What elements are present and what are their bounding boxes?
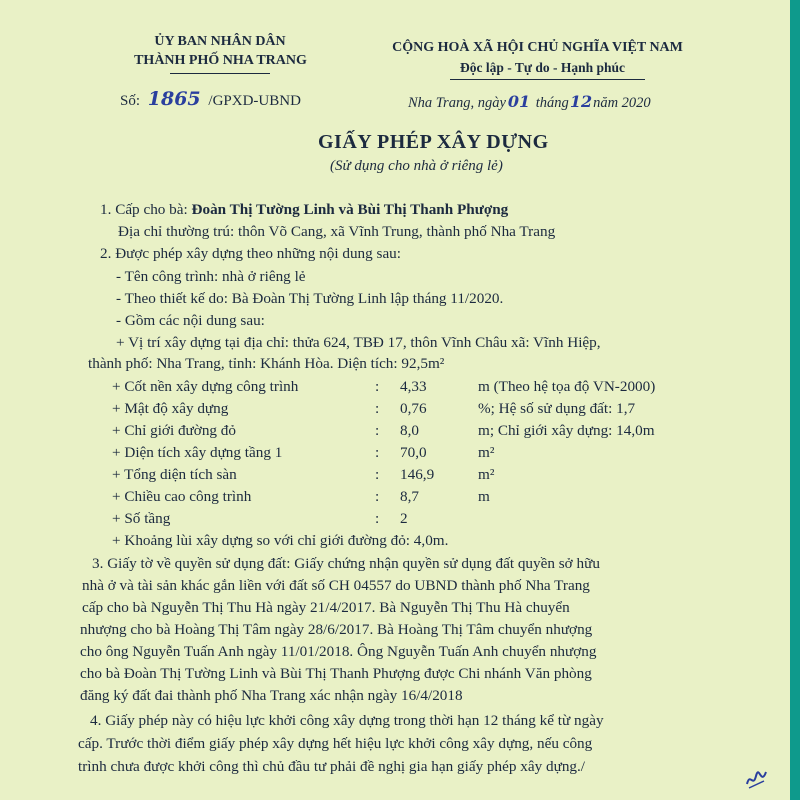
recipient-name: Đoàn Thị Tường Linh và Bùi Thị Thanh Phượng: [191, 201, 509, 218]
country-line-1: CỘNG HOÀ XÃ HỘI CHỦ NGHĨA VIỆT NAM: [392, 40, 683, 55]
handwritten-number: 1865: [147, 88, 201, 110]
spec-unit: m: [478, 488, 490, 505]
issuer-line-2: THÀNH PHỐ NHA TRANG: [134, 53, 307, 68]
setback-line: + Khoảng lùi xây dựng so với chỉ giới đường đỏ: 4,0m.: [112, 532, 449, 549]
spec-colon: :: [375, 510, 380, 527]
issuer-underline: [170, 73, 270, 74]
spec-unit: m²: [478, 466, 495, 483]
document-title: GIẤY PHÉP XÂY DỰNG: [318, 131, 549, 153]
spec-value: 146,9: [400, 466, 435, 483]
date-prefix: Nha Trang, ngày: [408, 95, 506, 111]
handwritten-month: 12: [569, 92, 593, 111]
section-4-line: cấp. Trước thời điểm giấy phép xây dựng hết hiệu lực khởi công xây dựng, nếu công: [78, 735, 593, 752]
date-month-label: tháng: [535, 95, 569, 111]
spec-colon: :: [375, 466, 380, 483]
date-line: [408, 92, 651, 112]
spec-colon: :: [375, 444, 380, 461]
section-2-line-5: thành phố: Nha Trang, tỉnh: Khánh Hòa. Diện tích: 92,5m²: [88, 355, 445, 372]
spec-unit: %; Hệ số sử dụng đất: 1,7: [478, 400, 636, 417]
issuer-line-1: ỦY BAN NHÂN DÂN: [154, 34, 286, 49]
recipient-address: Địa chỉ thường trú: thôn Võ Cang, xã Vĩnh Trung, thành phố Nha Trang: [118, 223, 556, 240]
section-3-line: cho bà Đoàn Thị Tường Linh và Bùi Thị Thanh Phượng được Chi nhánh Văn phòng: [80, 665, 592, 682]
document-subtitle: (Sử dụng cho nhà ở riêng lẻ): [330, 158, 503, 174]
spec-unit: m²: [478, 444, 495, 461]
motto-underline: [450, 79, 645, 80]
spec-colon: :: [375, 378, 380, 395]
motto-line: Độc lập - Tự do - Hạnh phúc: [459, 60, 626, 75]
section-3-line: cấp cho bà Nguyễn Thị Thu Hà ngày 21/4/2017. Bà Nguyễn Thị Thu Hà chuyển: [82, 599, 570, 616]
section-2-line-3: - Gồm các nội dung sau:: [116, 312, 265, 329]
spec-label: + Cốt nền xây dựng công trình: [112, 378, 299, 395]
spec-value: 8,0: [400, 422, 419, 439]
spec-label: + Diện tích xây dựng tầng 1: [112, 444, 283, 461]
section-3-line: cho ông Nguyễn Tuấn Anh ngày 11/01/2018. Ông Nguyễn Tuấn Anh chuyển nhượng: [80, 643, 597, 660]
spec-value: 8,7: [400, 488, 419, 505]
spec-label: + Chiều cao công trình: [112, 488, 252, 505]
section-2-line-4: + Vị trí xây dựng tại địa chỉ: thửa 624, TBĐ 17, thôn Vĩnh Châu xã: Vĩnh Hiệp,: [116, 334, 601, 351]
recipient-prefix: 1. Cấp cho bà:: [100, 201, 188, 218]
section-2-heading: 2. Được phép xây dựng theo những nội dung sau:: [100, 245, 401, 262]
section-3-line: nhượng cho bà Hoàng Thị Tâm ngày 28/6/2017. Bà Hoàng Thị Tâm chuyển nhượng: [80, 621, 593, 638]
section-1-recipient: [100, 201, 508, 219]
spec-value: 4,33: [400, 378, 427, 395]
handwritten-day: 01: [507, 92, 531, 111]
section-3-line: nhà ở và tài sản khác gắn liền với đất số CH 04557 do UBND thành phố Nha Trang: [82, 577, 590, 594]
section-2-line-1: - Tên công trình: nhà ở riêng lẻ: [116, 268, 306, 285]
spec-colon: :: [375, 488, 380, 505]
spec-unit: m; Chỉ giới xây dựng: 14,0m: [478, 422, 655, 439]
date-year: năm 2020: [593, 95, 651, 111]
spec-label: + Số tầng: [112, 510, 171, 527]
spec-label: + Tổng diện tích sàn: [112, 466, 237, 483]
handwritten-initial-mark: [744, 766, 770, 792]
section-4-line: 4. Giấy phép này có hiệu lực khởi công xây dựng trong thời hạn 12 tháng kể từ ngày: [90, 712, 604, 729]
section-3-line: 3. Giấy tờ về quyền sử dụng đất: Giấy chứng nhận quyền sử dụng đất quyền sở hữu: [92, 555, 600, 572]
document-number: [120, 88, 301, 110]
spec-label: + Chỉ giới đường đỏ: [112, 422, 236, 439]
number-label: Số:: [120, 93, 141, 109]
section-2-line-2: - Theo thiết kế do: Bà Đoàn Thị Tường Linh lập tháng 11/2020.: [116, 290, 504, 307]
section-3-line: đăng ký đất đai thành phố Nha Trang xác nhận ngày 16/4/2018: [80, 687, 463, 704]
spec-label: + Mật độ xây dựng: [112, 400, 229, 417]
spec-colon: :: [375, 400, 380, 417]
number-suffix: /GPXD-UBND: [208, 93, 301, 109]
spec-colon: :: [375, 422, 380, 439]
spec-value: 2: [400, 510, 408, 527]
spec-unit: m (Theo hệ tọa độ VN-2000): [478, 378, 656, 395]
spec-value: 0,76: [400, 400, 427, 417]
section-4-line: trình chưa được khởi công thì chủ đầu tư phải đề nghị gia hạn giấy phép xây dựng./: [78, 758, 586, 775]
spec-value: 70,0: [400, 444, 427, 461]
